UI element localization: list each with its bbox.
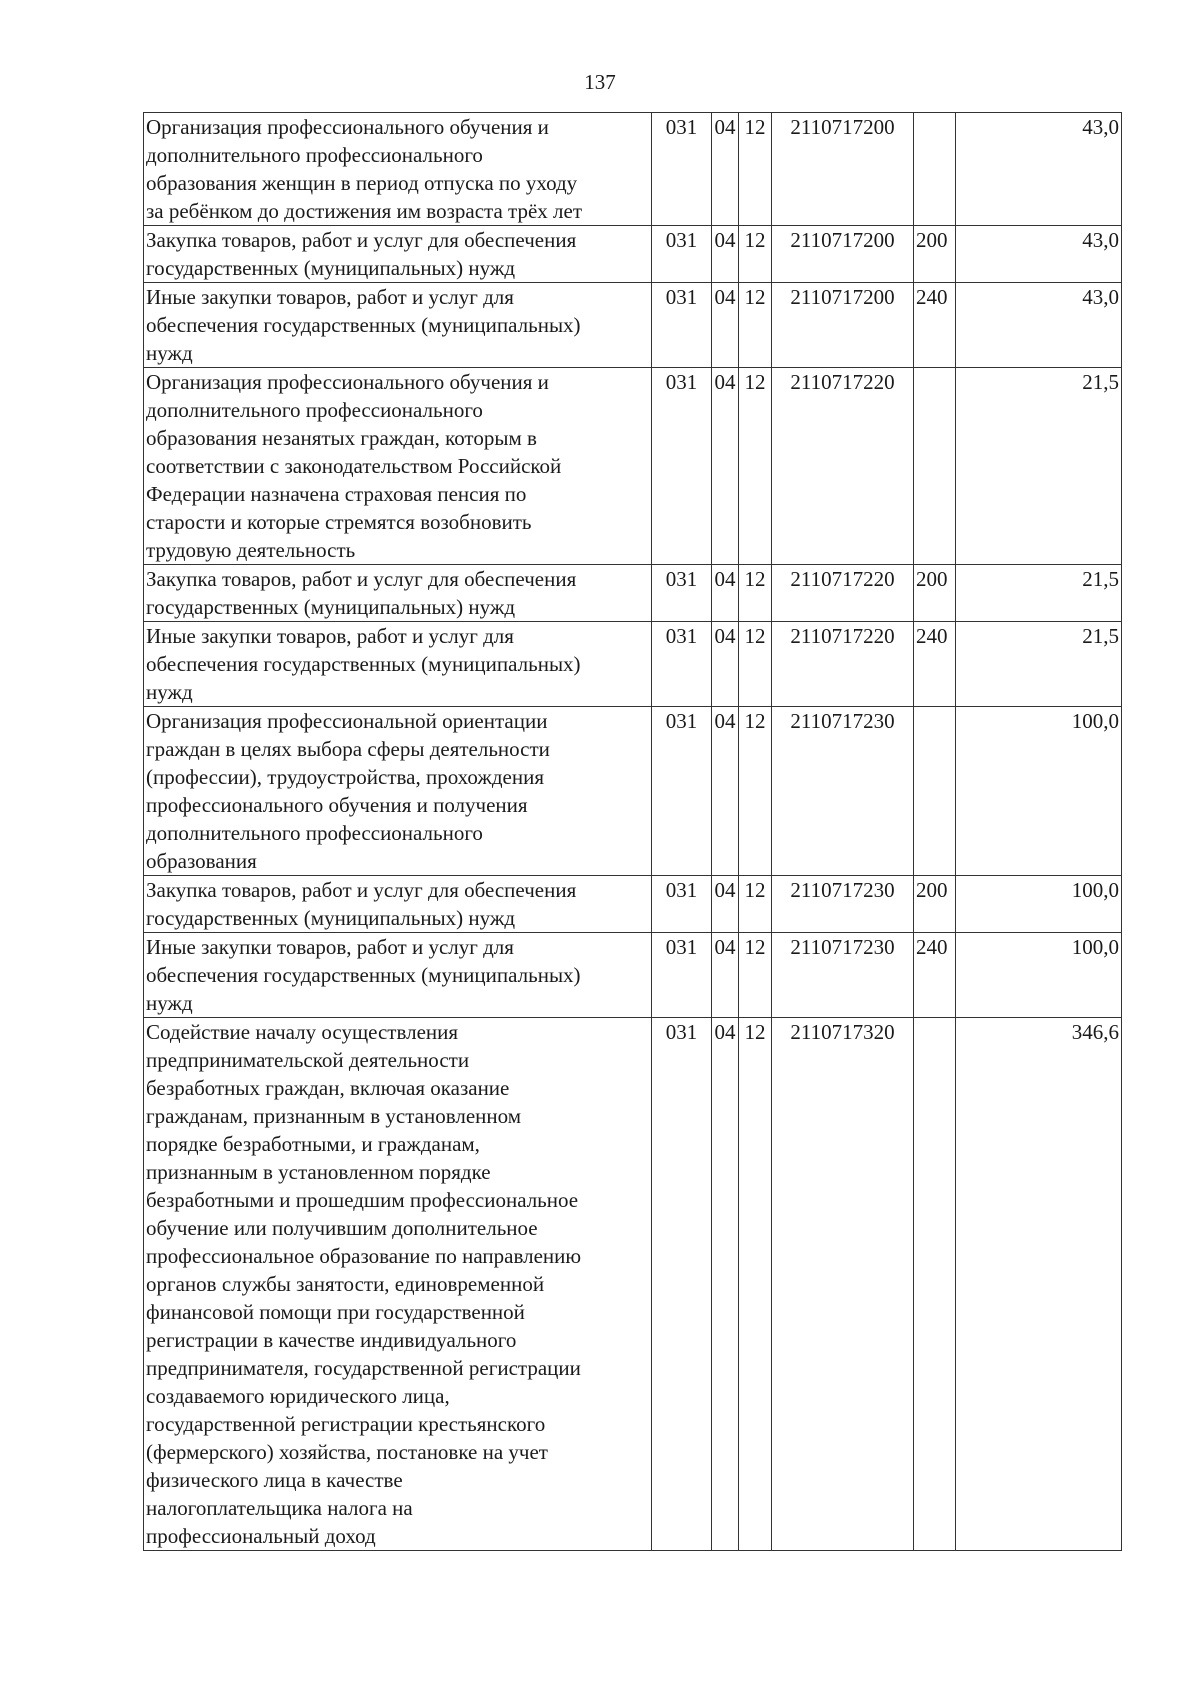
subsection-code: 12 bbox=[739, 113, 772, 226]
expense-type-code: 200 bbox=[914, 565, 956, 622]
expense-name: Закупка товаров, работ и услуг для обеспечения государственных (муниципальных) нужд bbox=[144, 876, 652, 933]
subsection-code: 12 bbox=[739, 368, 772, 565]
expense-name: Организация профессионального обучения и дополнительного профессионального образования незанятых граждан, которым в соответствии с законодательством Российской Федерации назначена страховая пенсия по старости и которые стремятся возобновить трудовую деятельность bbox=[144, 368, 652, 565]
grbs-code: 031 bbox=[652, 876, 712, 933]
table-row bbox=[144, 226, 1122, 283]
expense-type-code bbox=[914, 368, 956, 565]
target-article-code: 2110717200 bbox=[772, 113, 914, 226]
subsection-code: 12 bbox=[739, 933, 772, 1018]
expense-name: Закупка товаров, работ и услуг для обеспечения государственных (муниципальных) нужд bbox=[144, 226, 652, 283]
target-article-code: 2110717220 bbox=[772, 565, 914, 622]
table-row bbox=[144, 113, 1122, 226]
expense-name: Организация профессиональной ориентации граждан в целях выбора сферы деятельности (профессии), трудоустройства, прохождения профессионального обучения и получения дополнительного профессионального образования bbox=[144, 707, 652, 876]
table-row bbox=[144, 368, 1122, 565]
grbs-code: 031 bbox=[652, 226, 712, 283]
target-article-code: 2110717230 bbox=[772, 933, 914, 1018]
subsection-code: 12 bbox=[739, 707, 772, 876]
grbs-code: 031 bbox=[652, 113, 712, 226]
table-row bbox=[144, 707, 1122, 876]
amount: 21,5 bbox=[956, 622, 1122, 707]
expense-type-code: 240 bbox=[914, 283, 956, 368]
expense-type-code bbox=[914, 707, 956, 876]
subsection-code: 12 bbox=[739, 283, 772, 368]
target-article-code: 2110717200 bbox=[772, 283, 914, 368]
budget-table bbox=[143, 112, 1122, 1551]
amount: 100,0 bbox=[956, 933, 1122, 1018]
amount: 43,0 bbox=[956, 226, 1122, 283]
page-number: 137 bbox=[584, 70, 616, 94]
amount: 100,0 bbox=[956, 876, 1122, 933]
amount: 100,0 bbox=[956, 707, 1122, 876]
grbs-code: 031 bbox=[652, 368, 712, 565]
table-row bbox=[144, 876, 1122, 933]
expense-name: Иные закупки товаров, работ и услуг для обеспечения государственных (муниципальных) нужд bbox=[144, 283, 652, 368]
amount: 21,5 bbox=[956, 565, 1122, 622]
amount: 21,5 bbox=[956, 368, 1122, 565]
expense-name: Содействие началу осуществления предпринимательской деятельности безработных граждан, включая оказание гражданам, признанным в установленном порядке безработными, и гражданам, признанным в установленном порядке безработными и прошедшим профессиональное обучение или получившим дополнительное профессиональное образование по направлению органов службы занятости, единовременной финансовой помощи при государственной регистрации в качестве индивидуального предпринимателя, государственной регистрации создаваемого юридического лица, государственной регистрации крестьянского (фермерского) хозяйства, постановке на учет физического лица в качестве налогоплательщика налога на профессиональный доход bbox=[144, 1018, 652, 1551]
subsection-code: 12 bbox=[739, 226, 772, 283]
expense-type-code: 200 bbox=[914, 876, 956, 933]
target-article-code: 2110717230 bbox=[772, 707, 914, 876]
table-row bbox=[144, 933, 1122, 1018]
target-article-code: 2110717230 bbox=[772, 876, 914, 933]
expense-name: Организация профессионального обучения и дополнительного профессионального образования женщин в период отпуска по уходу за ребёнком до достижения им возраста трёх лет bbox=[144, 113, 652, 226]
section-code: 04 bbox=[712, 876, 739, 933]
section-code: 04 bbox=[712, 283, 739, 368]
section-code: 04 bbox=[712, 226, 739, 283]
target-article-code: 2110717200 bbox=[772, 226, 914, 283]
expense-type-code: 240 bbox=[914, 933, 956, 1018]
table-row bbox=[144, 1018, 1122, 1551]
expense-type-code bbox=[914, 1018, 956, 1551]
amount: 346,6 bbox=[956, 1018, 1122, 1551]
subsection-code: 12 bbox=[739, 622, 772, 707]
section-code: 04 bbox=[712, 622, 739, 707]
target-article-code: 2110717320 bbox=[772, 1018, 914, 1551]
expense-name: Закупка товаров, работ и услуг для обеспечения государственных (муниципальных) нужд bbox=[144, 565, 652, 622]
table-row bbox=[144, 622, 1122, 707]
section-code: 04 bbox=[712, 707, 739, 876]
grbs-code: 031 bbox=[652, 622, 712, 707]
section-code: 04 bbox=[712, 113, 739, 226]
amount: 43,0 bbox=[956, 113, 1122, 226]
expense-name: Иные закупки товаров, работ и услуг для обеспечения государственных (муниципальных) нужд bbox=[144, 933, 652, 1018]
section-code: 04 bbox=[712, 368, 739, 565]
expense-type-code: 240 bbox=[914, 622, 956, 707]
grbs-code: 031 bbox=[652, 707, 712, 876]
grbs-code: 031 bbox=[652, 565, 712, 622]
grbs-code: 031 bbox=[652, 1018, 712, 1551]
grbs-code: 031 bbox=[652, 933, 712, 1018]
table-row bbox=[144, 565, 1122, 622]
expense-type-code: 200 bbox=[914, 226, 956, 283]
expense-name: Иные закупки товаров, работ и услуг для обеспечения государственных (муниципальных) нужд bbox=[144, 622, 652, 707]
target-article-code: 2110717220 bbox=[772, 368, 914, 565]
target-article-code: 2110717220 bbox=[772, 622, 914, 707]
table-row bbox=[144, 283, 1122, 368]
subsection-code: 12 bbox=[739, 565, 772, 622]
grbs-code: 031 bbox=[652, 283, 712, 368]
expense-type-code bbox=[914, 113, 956, 226]
section-code: 04 bbox=[712, 565, 739, 622]
section-code: 04 bbox=[712, 1018, 739, 1551]
subsection-code: 12 bbox=[739, 1018, 772, 1551]
subsection-code: 12 bbox=[739, 876, 772, 933]
amount: 43,0 bbox=[956, 283, 1122, 368]
section-code: 04 bbox=[712, 933, 739, 1018]
